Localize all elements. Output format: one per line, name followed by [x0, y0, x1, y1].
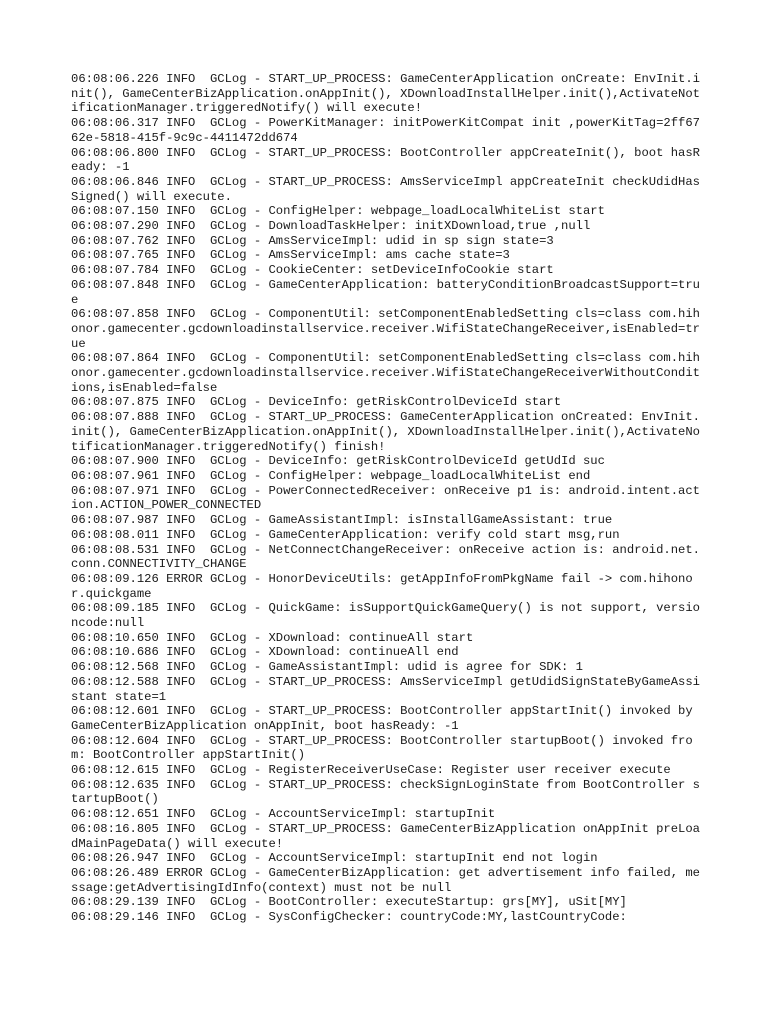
log-line: 06:08:12.601 INFO GCLog - START_UP_PROCESS: BootController appStartInit() invoked by GameCenterBizApplication onAppInit, boot hasReady: -1	[71, 704, 700, 733]
log-line: 06:08:29.146 INFO GCLog - SysConfigChecker: countryCode:MY,lastCountryCode:	[71, 910, 627, 925]
log-line: 06:08:16.805 INFO GCLog - START_UP_PROCESS: GameCenterBizApplication onAppInit preLoadMainPageData() will execute!	[71, 821, 700, 851]
log-line: 06:08:12.568 INFO GCLog - GameAssistantImpl: udid is agree for SDK: 1	[71, 660, 583, 675]
log-line: 06:08:29.139 INFO GCLog - BootController: executeStartup: grs[MY], uSit[MY]	[71, 895, 627, 910]
log-body	[71, 72, 701, 925]
log-line: 06:08:06.317 INFO GCLog - PowerKitManager: initPowerKitCompat init ,powerKitTag=2ff6762e-5818-415f-9c9c-4411472dd674	[71, 116, 700, 145]
log-line: 06:08:07.784 INFO GCLog - CookieCenter: setDeviceInfoCookie start	[71, 263, 554, 278]
log-line: 06:08:12.635 INFO GCLog - START_UP_PROCESS: checkSignLoginState from BootController startupBoot()	[71, 777, 700, 807]
log-line: 06:08:07.858 INFO GCLog - ComponentUtil: setComponentEnabledSetting cls=class com.hihonor.gamecenter.gcdownloadinstallservice.receiver.WifiStateChangeReceiver,isEnabled=true	[71, 307, 700, 351]
log-line: 06:08:07.848 INFO GCLog - GameCenterApplication: batteryConditionBroadcastSupport=true	[71, 277, 700, 307]
log-line: 06:08:07.290 INFO GCLog - DownloadTaskHelper: initXDownload,true ,null	[71, 219, 591, 234]
log-line: 06:08:06.800 INFO GCLog - START_UP_PROCESS: BootController appCreateInit(), boot hasReady: -1	[71, 145, 700, 175]
log-line: 06:08:12.588 INFO GCLog - START_UP_PROCESS: AmsServiceImpl getUdidSignStateByGameAssistant state=1	[71, 674, 700, 704]
log-line: 06:08:08.531 INFO GCLog - NetConnectChangeReceiver: onReceive action is: android.net.conn.CONNECTIVITY_CHANGE	[71, 542, 700, 572]
log-line: 06:08:07.765 INFO GCLog - AmsServiceImpl: ams cache state=3	[71, 248, 510, 263]
log-document	[71, 72, 701, 925]
log-line: 06:08:07.864 INFO GCLog - ComponentUtil: setComponentEnabledSetting cls=class com.hihonor.gamecenter.gcdownloadinstallservice.receiver.WifiStateChangeReceiverWithoutConditions,isEnabled=false	[71, 351, 700, 395]
log-line: 06:08:06.846 INFO GCLog - START_UP_PROCESS: AmsServiceImpl appCreateInit checkUdidHasSigned() will execute.	[71, 174, 700, 204]
log-line: 06:08:12.651 INFO GCLog - AccountServiceImpl: startupInit	[71, 807, 496, 822]
log-line: 06:08:12.604 INFO GCLog - START_UP_PROCESS: BootController startupBoot() invoked from: BootController appStartInit()	[71, 733, 693, 763]
log-line: 06:08:07.987 INFO GCLog - GameAssistantImpl: isInstallGameAssistant: true	[71, 513, 613, 528]
log-line: 06:08:08.011 INFO GCLog - GameCenterApplication: verify cold start msg,run	[71, 527, 620, 542]
log-line: 06:08:07.762 INFO GCLog - AmsServiceImpl: udid in sp sign state=3	[71, 233, 554, 248]
log-line: 06:08:10.650 INFO GCLog - XDownload: continueAll start	[71, 630, 474, 645]
log-line: 06:08:07.150 INFO GCLog - ConfigHelper: webpage_loadLocalWhiteList start	[71, 204, 605, 219]
log-line: 06:08:07.971 INFO GCLog - PowerConnectedReceiver: onReceive p1 is: android.intent.action.ACTION_POWER_CONNECTED	[71, 483, 700, 513]
log-line: 06:08:26.947 INFO GCLog - AccountServiceImpl: startupInit end not login	[71, 851, 598, 866]
log-line: 06:08:12.615 INFO GCLog - RegisterReceiverUseCase: Register user receiver execute	[71, 763, 671, 778]
log-line: 06:08:06.226 INFO GCLog - START_UP_PROCESS: GameCenterApplication onCreate: EnvInit.init(), GameCenterBizApplication.onAppInit(), XDownloadInstallHelper.init(),ActivateNotificationManager.triggeredNotify() will execute!	[71, 72, 700, 116]
log-line: 06:08:09.185 INFO GCLog - QuickGame: isSupportQuickGameQuery() is not support, versioncode:null	[71, 601, 700, 631]
log-line: 06:08:07.961 INFO GCLog - ConfigHelper: webpage_loadLocalWhiteList end	[71, 468, 591, 483]
log-line: 06:08:26.489 ERROR GCLog - GameCenterBizApplication: get advertisement info failed, message:getAdvertisingIdInfo(context) must not be null	[71, 865, 700, 895]
log-line: 06:08:10.686 INFO GCLog - XDownload: continueAll end	[71, 645, 459, 660]
log-line: 06:08:07.875 INFO GCLog - DeviceInfo: getRiskControlDeviceId start	[71, 395, 562, 410]
log-line: 06:08:07.888 INFO GCLog - START_UP_PROCESS: GameCenterApplication onCreated: EnvInit.init(), GameCenterBizApplication.onAppInit(), XDownloadInstallHelper.init(),ActivateNotificationManager.triggeredNotify() finish!	[71, 410, 700, 454]
log-line: 06:08:09.126 ERROR GCLog - HonorDeviceUtils: getAppInfoFromPkgName fail -> com.hihonor.quickgame	[71, 571, 693, 601]
log-line: 06:08:07.900 INFO GCLog - DeviceInfo: getRiskControlDeviceId getUdId suc	[71, 454, 605, 469]
